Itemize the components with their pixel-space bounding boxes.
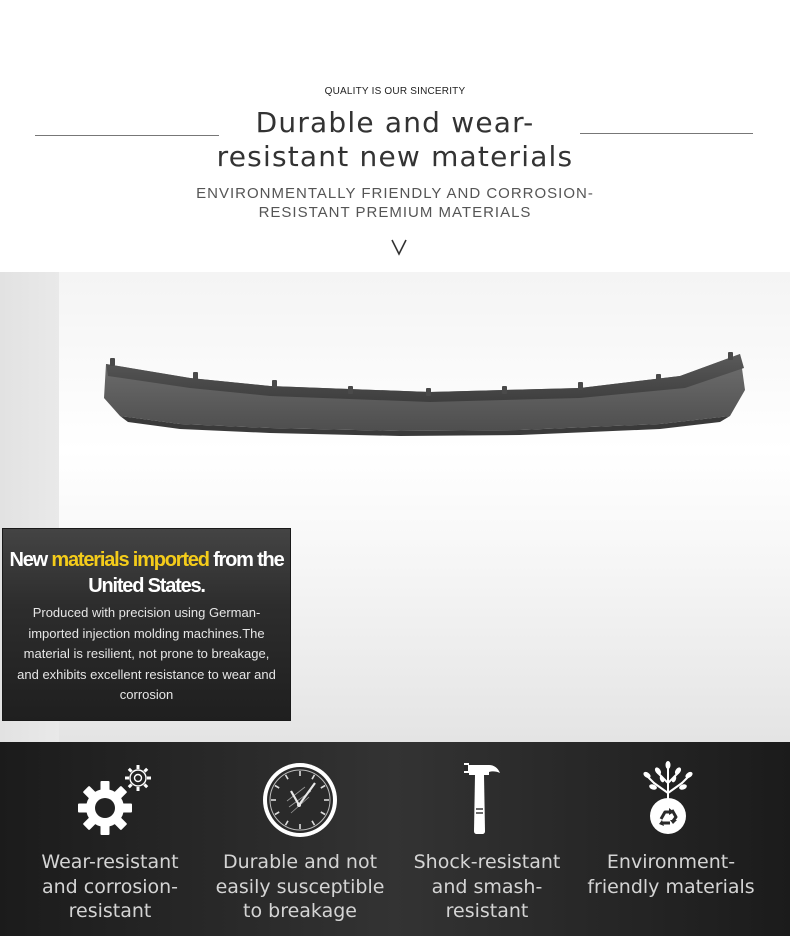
feature-label: Wear-resistant and corrosion-resistant (41, 851, 179, 922)
info-body-text: Produced with precision using German-imported injection molding machines.The material is resilient, not prone to breakage, and exhibits excellent resistance to wear and corrosion (17, 605, 276, 702)
section-header (0, 0, 790, 272)
product-stage (0, 272, 790, 742)
feature-durable (215, 742, 385, 936)
title-divider-left (35, 135, 219, 136)
hammer-icon (462, 761, 502, 835)
bumper-lip-image (100, 350, 750, 470)
eyebrow-text: QUALITY IS OUR SINCERITY (324, 86, 466, 97)
feature-label: Environment-friendly materials (587, 851, 755, 898)
clock-icon (261, 761, 339, 839)
feature-label: Durable and not easily susceptible to breakage (215, 851, 385, 922)
gears-icon (77, 764, 159, 838)
features-strip (0, 742, 790, 936)
section-subtitle: ENVIRONMENTALLY FRIENDLY AND CORROSION-RESISTANT PREMIUM MATERIALS (196, 185, 594, 221)
feature-shock-resistant (398, 742, 576, 936)
recycle-tree-icon (642, 761, 694, 835)
title-divider-right (580, 133, 753, 134)
info-heading-post: from the United States. (88, 549, 284, 597)
section-title: Durable and wear-resistant new materials (216, 106, 574, 173)
feature-label: Shock-resistant and smash-resistant (413, 851, 561, 922)
feature-environment-friendly (586, 742, 756, 936)
chevron-down-icon (389, 237, 409, 257)
info-heading-pre: New (9, 549, 52, 571)
info-heading (3, 547, 290, 599)
info-heading-highlight: materials imported (51, 549, 209, 571)
feature-wear-resistant (25, 742, 195, 936)
materials-info-card (2, 528, 291, 721)
